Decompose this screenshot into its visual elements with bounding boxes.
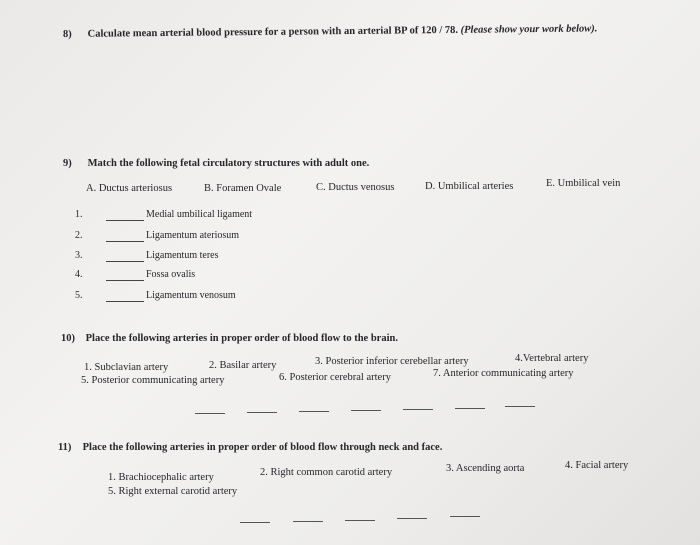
q9-item-label: Ligamentum ateriosum [146,230,240,241]
q10-option-3: 3. Posterior inferior cerebellar artery [315,356,469,367]
q11-option-2: 2. Right common carotid artery [260,467,393,478]
q9-item-number: 4. [75,269,83,280]
q10-answer-blank[interactable] [247,412,277,413]
q10-option-1: 1. Subclavian artery [84,362,169,373]
q10-option-5: 5. Posterior communicating artery [81,375,225,386]
question-8-number: 8) [62,28,72,40]
q11-option-4: 4. Facial artery [565,460,629,471]
q11-option-3: 3. Ascending aorta [446,463,525,474]
q11-answer-blank[interactable] [397,518,427,519]
question-10-text: Place the following arteries in proper order of blood flow to the brain. [85,333,398,344]
q9-answer-blank[interactable] [106,241,144,242]
q9-answer-blank[interactable] [106,220,144,221]
question-9 [63,158,369,169]
q10-option-7: 7. Anterior communicating artery [433,368,574,379]
question-8-note: (Please show your work below). [460,23,598,36]
q10-answer-blank[interactable] [195,413,225,414]
q10-answer-blank[interactable] [455,408,485,409]
q10-answer-blank[interactable] [351,410,381,411]
q9-item-number: 5. [75,290,83,301]
q9-option-e: E. Umbilical vein [546,178,621,189]
q9-item-label: Fossa ovalis [146,269,196,280]
q10-option-4: 4.Vertebral artery [515,353,589,364]
q10-answer-blank[interactable] [299,411,329,412]
question-11-text: Place the following arteries in proper order of blood flow through neck and face. [82,442,443,453]
q9-item-number: 2. [75,230,83,241]
question-8 [63,23,598,40]
q9-item-label: Medial umbilical ligament [146,209,253,220]
q9-answer-blank[interactable] [106,280,144,281]
question-11-number: 11) [58,442,72,453]
q9-option-b: B. Foramen Ovale [204,183,282,194]
question-11 [58,442,442,453]
q9-item-number: 1. [75,209,83,220]
q10-answer-blank[interactable] [505,406,535,407]
q11-option-5: 5. Right external carotid artery [108,486,238,497]
q11-answer-blank[interactable] [450,516,480,517]
q9-item-number: 3. [75,250,83,261]
q11-option-1: 1. Brachiocephalic artery [108,472,214,483]
question-9-text: Match the following fetal circulatory structures with adult one. [87,158,370,169]
question-10-number: 10) [61,333,75,344]
q9-option-d: D. Umbilical arteries [425,181,514,192]
q10-option-6: 6. Posterior cerebral artery [279,372,391,383]
q9-option-a: A. Ductus arteriosus [86,183,173,194]
q11-answer-blank[interactable] [240,522,270,523]
q9-item-label: Ligamentum venosum [146,290,236,301]
question-9-number: 9) [63,158,72,169]
q10-answer-blank[interactable] [403,409,433,410]
q11-answer-blank[interactable] [345,520,375,521]
q9-answer-blank[interactable] [106,261,144,262]
question-10 [61,333,398,344]
q9-option-c: C. Ductus venosus [316,182,395,193]
q9-item-label: Ligamentum teres [146,250,219,261]
q11-answer-blank[interactable] [293,521,323,522]
q9-answer-blank[interactable] [106,301,144,302]
q10-option-2: 2. Basilar artery [209,360,277,371]
question-8-text: Calculate mean arterial blood pressure for a person with an arterial BP of 120 / 78. [87,24,459,40]
